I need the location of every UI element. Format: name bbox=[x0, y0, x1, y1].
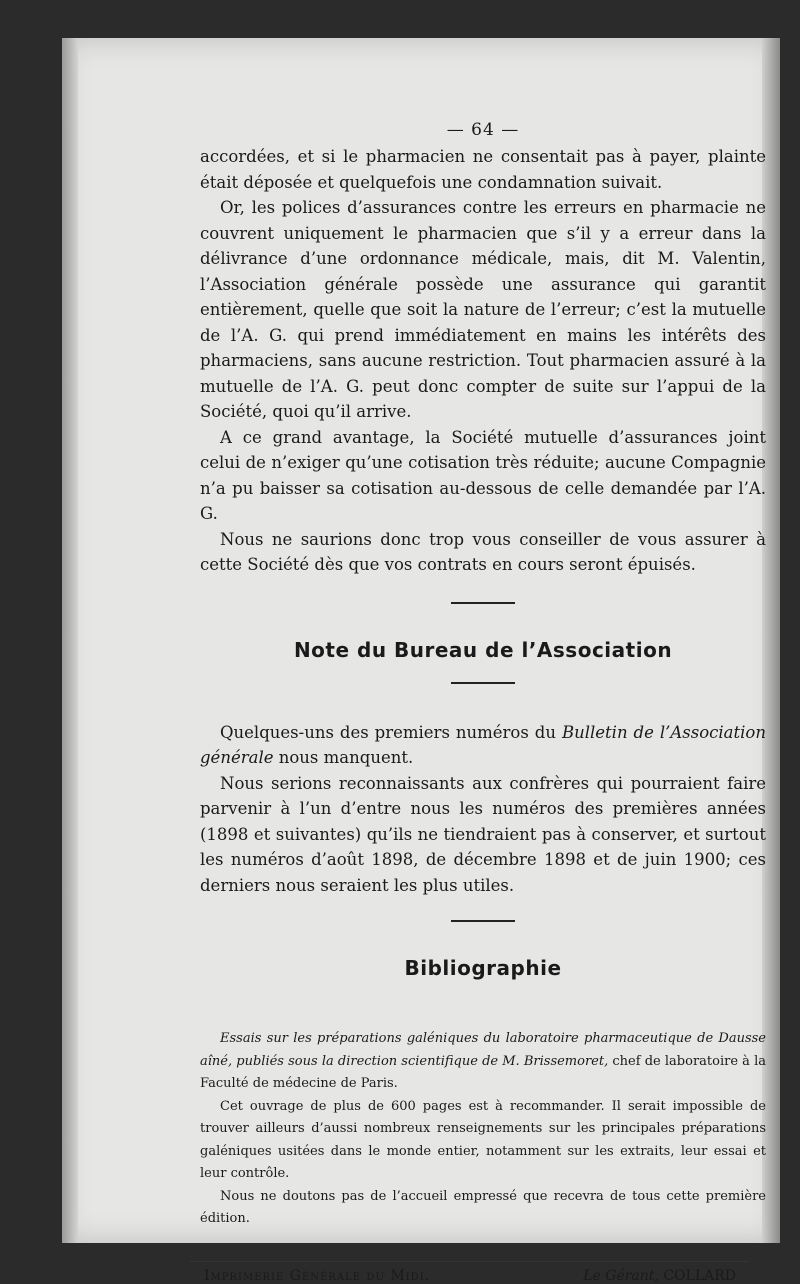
bibliography-heading: Bibliographie bbox=[404, 956, 562, 980]
page-content bbox=[200, 120, 766, 1284]
document-page bbox=[62, 38, 780, 1284]
paragraph: Nous ne saurions donc trop vous conseiller de vous assurer à cette Société dès que vos contrats en cours seront épuisés. bbox=[200, 529, 766, 574]
paragraph: A ce grand avantage, la Société mutuelle d’assurances joint celui de n’exiger qu’une cotisation très réduite; aucune Compagnie n’a pu baisser sa cotisation au-dessous de celle demandée par l’A. G. bbox=[200, 427, 766, 523]
printer-name: Imprimerie Générale du Midi. bbox=[204, 1268, 431, 1284]
note-paragraph: Quelques-uns des premiers numéros du Bulletin de l’Association générale nous manquent. bbox=[200, 722, 766, 767]
note-paragraph: Nous serions reconnaissants aux confrères qui pourraient faire parvenir à l’un d’entre nous les numéros des premières années (1898 et suivantes) qu’ils ne tiendraient pas à conserver, et surtout les numéros d’août 1898, de décembre 1898 et de juin 1900; ces derniers nous seraient les plus utiles. bbox=[200, 773, 766, 895]
paragraph: accordées, et si le pharmacien ne consentait pas à payer, plainte était déposée et quelquefois une condamnation suivait. bbox=[200, 147, 766, 192]
paragraph: Or, les polices d’assurances contre les erreurs en pharmacie ne couvrent uniquement le pharmacien que s’il y a erreur dans la délivrance d’une ordonnance médicale, mais, dit M. Valentin, l’Association générale possède une assurance qui garantit entièrement, quelle que soit la nature de l’erreur; c’est la mutuelle de l’A. G. qui prend immédiatement en mains les intérêts des pharmaciens, sans aucune restriction. Tout pharmacien assuré à la mutuelle de l’A. G. peut donc compter de suite sur l’appui de la Société, quoi qu’il arrive. bbox=[200, 198, 766, 421]
gerant: Le Gérant, COLLARD bbox=[583, 1268, 736, 1284]
book-spine bbox=[62, 38, 78, 1243]
note-heading: Note du Bureau de l’Association bbox=[293, 637, 673, 662]
bibliography-entry: Essais sur les préparations galéniques du laboratoire pharmaceutique de Dausse aîné, publiés sous la direction scientifique de M. Brissemoret, chef de laboratoire à la Faculté de médecine de Paris. Cet ouvrage de plus de 600 pages est à recommander. Il serait impossible de trouver ailleurs d’aussi nombreux renseignements sur les principales préparations galéniques usitées dans le monde entier, notamment sur les extraits, leur essai et leur contrôle. Nous ne doutons pas de l’accueil empressé que recevra de tous cette première édition. bbox=[200, 1031, 766, 1226]
page-number: — 64 — bbox=[446, 120, 520, 140]
